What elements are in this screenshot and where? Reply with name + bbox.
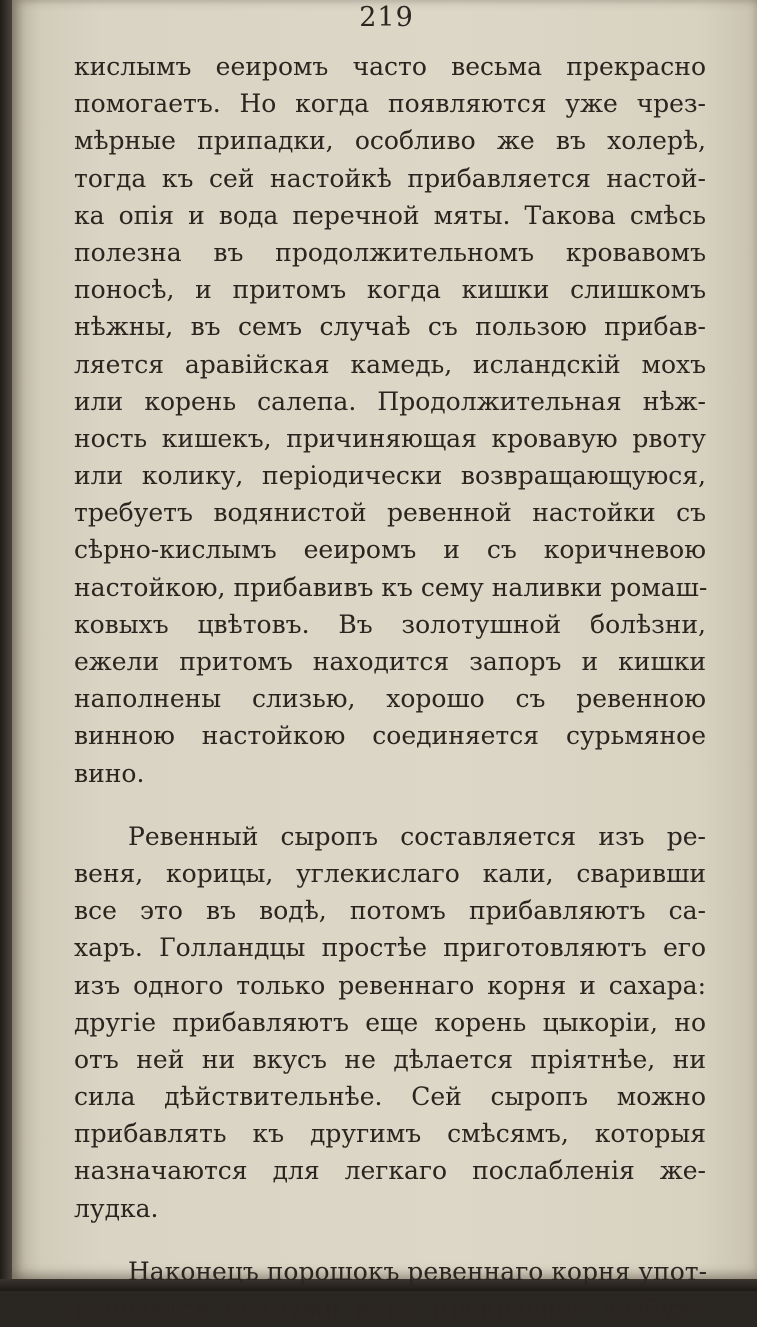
- text-line: кислымъ ееиромъ часто весьма прекрасно: [74, 52, 706, 81]
- text-line: харъ. Голландцы простѣе приготовляютъ его: [74, 933, 706, 963]
- paragraph-2: [74, 818, 706, 1227]
- text-line: или корень салепа. Продолжительная нѣж-: [74, 386, 706, 416]
- text-line: сила дѣйствительнѣе. Сей сыропъ можно: [74, 1082, 706, 1112]
- text-line: тогда къ сей настойкѣ прибавляется настой-: [74, 163, 706, 193]
- paragraph-1: [74, 48, 706, 792]
- text-line: ляется аравійская камедь, исландскій мохъ: [74, 349, 706, 379]
- text-line: требуетъ водянистой ревенной настойки съ: [74, 498, 706, 528]
- text-line: настойкою, прибавивъ къ сему наливки ромаш-: [74, 572, 708, 602]
- text-line: ковыхъ цвѣтовъ. Въ золотушной болѣзни,: [74, 609, 706, 639]
- text-line: ность кишекъ, причиняющая кровавую рвоту: [74, 423, 706, 453]
- text-line: помогаетъ. Но когда появляются уже чрез-: [74, 89, 706, 119]
- text-line: мѣрные припадки, особливо же въ холерѣ,: [74, 126, 706, 156]
- text-line: ребляется снаружи какъ прекрасное возбуж-: [74, 1294, 706, 1323]
- text-line: или колику, періодически возвращающуюся,: [74, 461, 706, 491]
- text-line: винною настойкою соединяется сурьмяное: [74, 721, 706, 751]
- text-line: наполнены слизью, хорошо съ ревенною: [74, 684, 706, 714]
- page-number: 219: [359, 2, 414, 33]
- text-line: ка опія и вода перечной мяты. Такова смѣсь: [74, 200, 706, 230]
- text-line: поносѣ, и притомъ когда кишки слишкомъ: [74, 275, 706, 305]
- text-line: Наконецъ порошокъ ревеннаго корня упот-: [128, 1256, 708, 1286]
- text-line: Ревенный сыропъ составляется изъ ре-: [128, 821, 706, 851]
- text-line: изъ одного только ревеннаго корня и сахара:: [74, 970, 706, 1000]
- text-line: назначаются для легкаго послабленія же-: [74, 1156, 706, 1186]
- text-line: лудка.: [74, 1193, 159, 1223]
- text-line: нѣжны, въ семъ случаѣ съ пользою прибав-: [74, 312, 706, 342]
- paragraph-gap: [74, 1227, 706, 1253]
- text-line: прибавлять къ другимъ смѣсямъ, которыя: [74, 1119, 706, 1149]
- paragraph-gap: [74, 792, 706, 818]
- page-text: [74, 48, 706, 1327]
- text-line: отъ ней ни вкусъ не дѣлается пріятнѣе, ни: [74, 1044, 706, 1074]
- text-line: ежели притомъ находится запоръ и кишки: [74, 647, 706, 676]
- text-line: вино.: [74, 758, 145, 788]
- paragraph-3: [74, 1253, 706, 1327]
- text-line: полезна въ продолжительномъ кровавомъ: [74, 237, 706, 267]
- text-line: другіе прибавляютъ еще корень цыкоріи, но: [74, 1007, 706, 1037]
- text-line: сѣрно-кислымъ ееиромъ и съ коричневою: [74, 535, 706, 565]
- book-spine-shadow: [0, 0, 12, 1291]
- text-line: веня, корицы, углекислаго кали, сваривши: [74, 858, 706, 888]
- text-line: все это въ водѣ, потомъ прибавляютъ са-: [74, 896, 706, 926]
